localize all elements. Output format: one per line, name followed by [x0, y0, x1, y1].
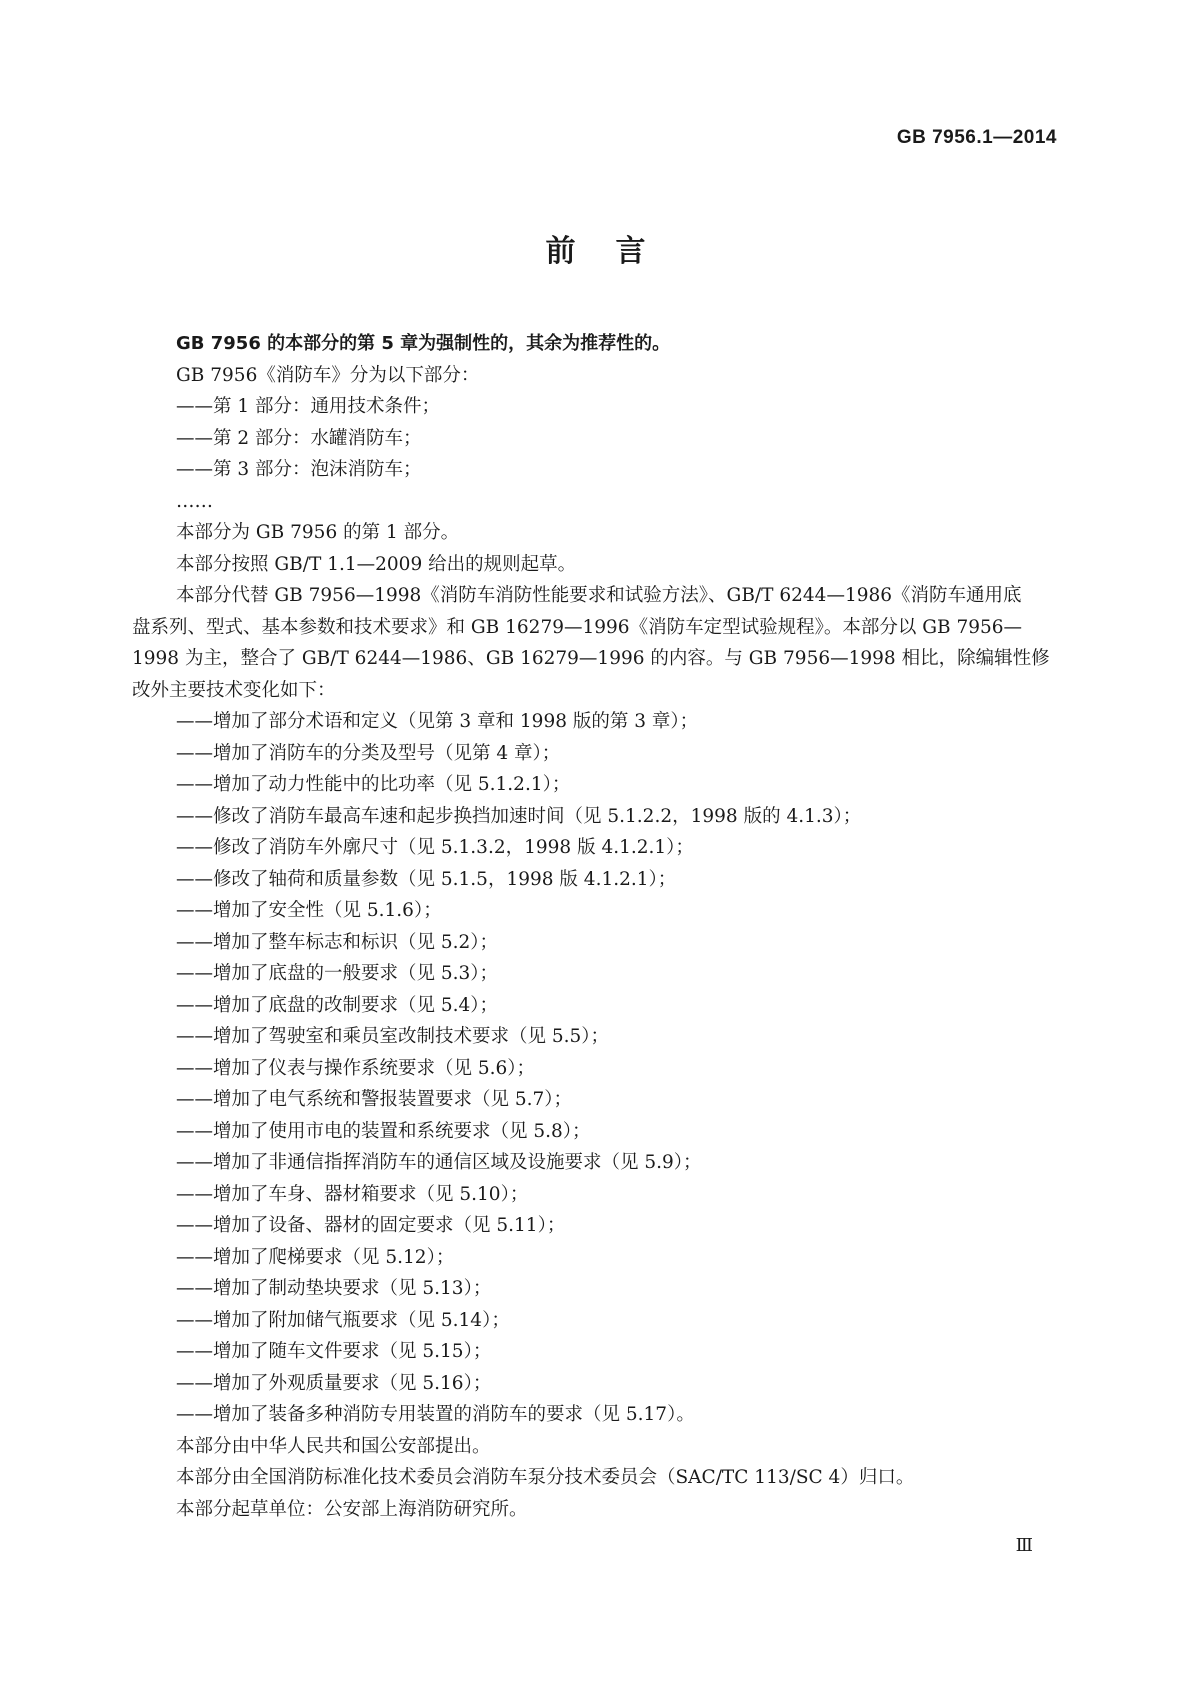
- replaces-line-3: 1998 为主，整合了 GB/T 6244—1986、GB 16279—1996 的内容。与 GB 7956—1998 相比，除编辑性修: [132, 648, 1050, 669]
- page-number: Ⅲ: [1015, 1535, 1033, 1556]
- change-item: ——修改了轴荷和质量参数（见 5.1.5，1998 版 4.1.2.1）；: [176, 868, 677, 890]
- change-item: ——增加了电气系统和警报装置要求（见 5.7）；: [176, 1089, 573, 1110]
- change-item: ——增加了车身、器材箱要求（见 5.10）；: [176, 1183, 529, 1205]
- change-item: ——修改了消防车最高车速和起步换挡加速时间（见 5.1.2.2，1998 版的 4.1.3）；: [176, 805, 862, 827]
- part-item: ——第 1 部分：通用技术条件；: [176, 396, 441, 417]
- drafting-rule: 本部分按照 GB/T 1.1—2009 给出的规则起草。: [176, 553, 577, 575]
- change-item: ——增加了使用市电的装置和系统要求（见 5.8）；: [176, 1120, 591, 1142]
- change-item: ——增加了装备多种消防专用装置的消防车的要求（见 5.17）。: [176, 1404, 695, 1425]
- change-item: ——增加了驾驶室和乘员室改制技术要求（见 5.5）；: [176, 1026, 610, 1047]
- page-title: 前言: [545, 234, 686, 269]
- part-item: ——第 3 部分：泡沫消防车；: [176, 459, 422, 480]
- change-item: ——增加了部分术语和定义（见第 3 章和 1998 版的第 3 章）；: [176, 711, 699, 732]
- replaces-line-1: 本部分代替 GB 7956—1998《消防车消防性能要求和试验方法》、GB/T 6244—1986《消防车通用底: [176, 585, 1022, 606]
- change-item: ——增加了消防车的分类及型号（见第 4 章）；: [176, 742, 561, 764]
- change-item: ——增加了设备、器材的固定要求（见 5.11）；: [176, 1215, 566, 1236]
- this-part-statement: 本部分为 GB 7956 的第 1 部分。: [176, 522, 460, 543]
- committee-statement: 本部分由全国消防标准化技术委员会消防车泵分技术委员会（SAC/TC 113/SC 4）归口。: [176, 1467, 915, 1488]
- change-item: ——增加了安全性（见 5.1.6）；: [176, 900, 442, 921]
- replaces-line-2: 盘系列、型式、基本参数和技术要求》和 GB 16279—1996《消防车定型试验规程》。本部分以 GB 7956—: [132, 616, 1023, 638]
- document-body: [132, 328, 1056, 1525]
- parts-intro: GB 7956《消防车》分为以下部分：: [176, 364, 480, 386]
- change-item: ——增加了外观质量要求（见 5.16）；: [176, 1372, 492, 1394]
- change-item: ——增加了仪表与操作系统要求（见 5.6）；: [176, 1057, 536, 1079]
- proposer-statement: 本部分由中华人民共和国公安部提出。: [176, 1435, 491, 1457]
- change-item: ——增加了制动垫块要求（见 5.13）；: [176, 1278, 492, 1299]
- mandatory-note: GB 7956 的本部分的第 5 章为强制性的，其余为推荐性的。: [176, 333, 671, 354]
- standard-code: GB 7956.1—2014: [896, 127, 1057, 148]
- change-item: ——增加了爬梯要求（见 5.12）；: [176, 1246, 455, 1268]
- drafter-statement: 本部分起草单位：公安部上海消防研究所。: [176, 1498, 528, 1520]
- change-item: ——增加了底盘的改制要求（见 5.4）；: [176, 994, 499, 1016]
- change-item: ——增加了非通信指挥消防车的通信区域及设施要求（见 5.9）；: [176, 1152, 702, 1173]
- change-item: ——增加了底盘的一般要求（见 5.3）；: [176, 963, 499, 984]
- change-item: ——修改了消防车外廓尺寸（见 5.1.3.2，1998 版 4.1.2.1）；: [176, 837, 694, 858]
- change-item: ——增加了附加储气瓶要求（见 5.14）；: [176, 1309, 510, 1331]
- replaces-line-4: 改外主要技术变化如下：: [132, 679, 336, 701]
- change-item: ——增加了动力性能中的比功率（见 5.1.2.1）；: [176, 774, 571, 795]
- change-item: ——增加了整车标志和标识（见 5.2）；: [176, 931, 499, 953]
- change-item: ——增加了随车文件要求（见 5.15）；: [176, 1341, 492, 1362]
- part-item: ——第 2 部分：水罐消防车；: [176, 427, 422, 449]
- ellipsis: ……: [176, 490, 213, 512]
